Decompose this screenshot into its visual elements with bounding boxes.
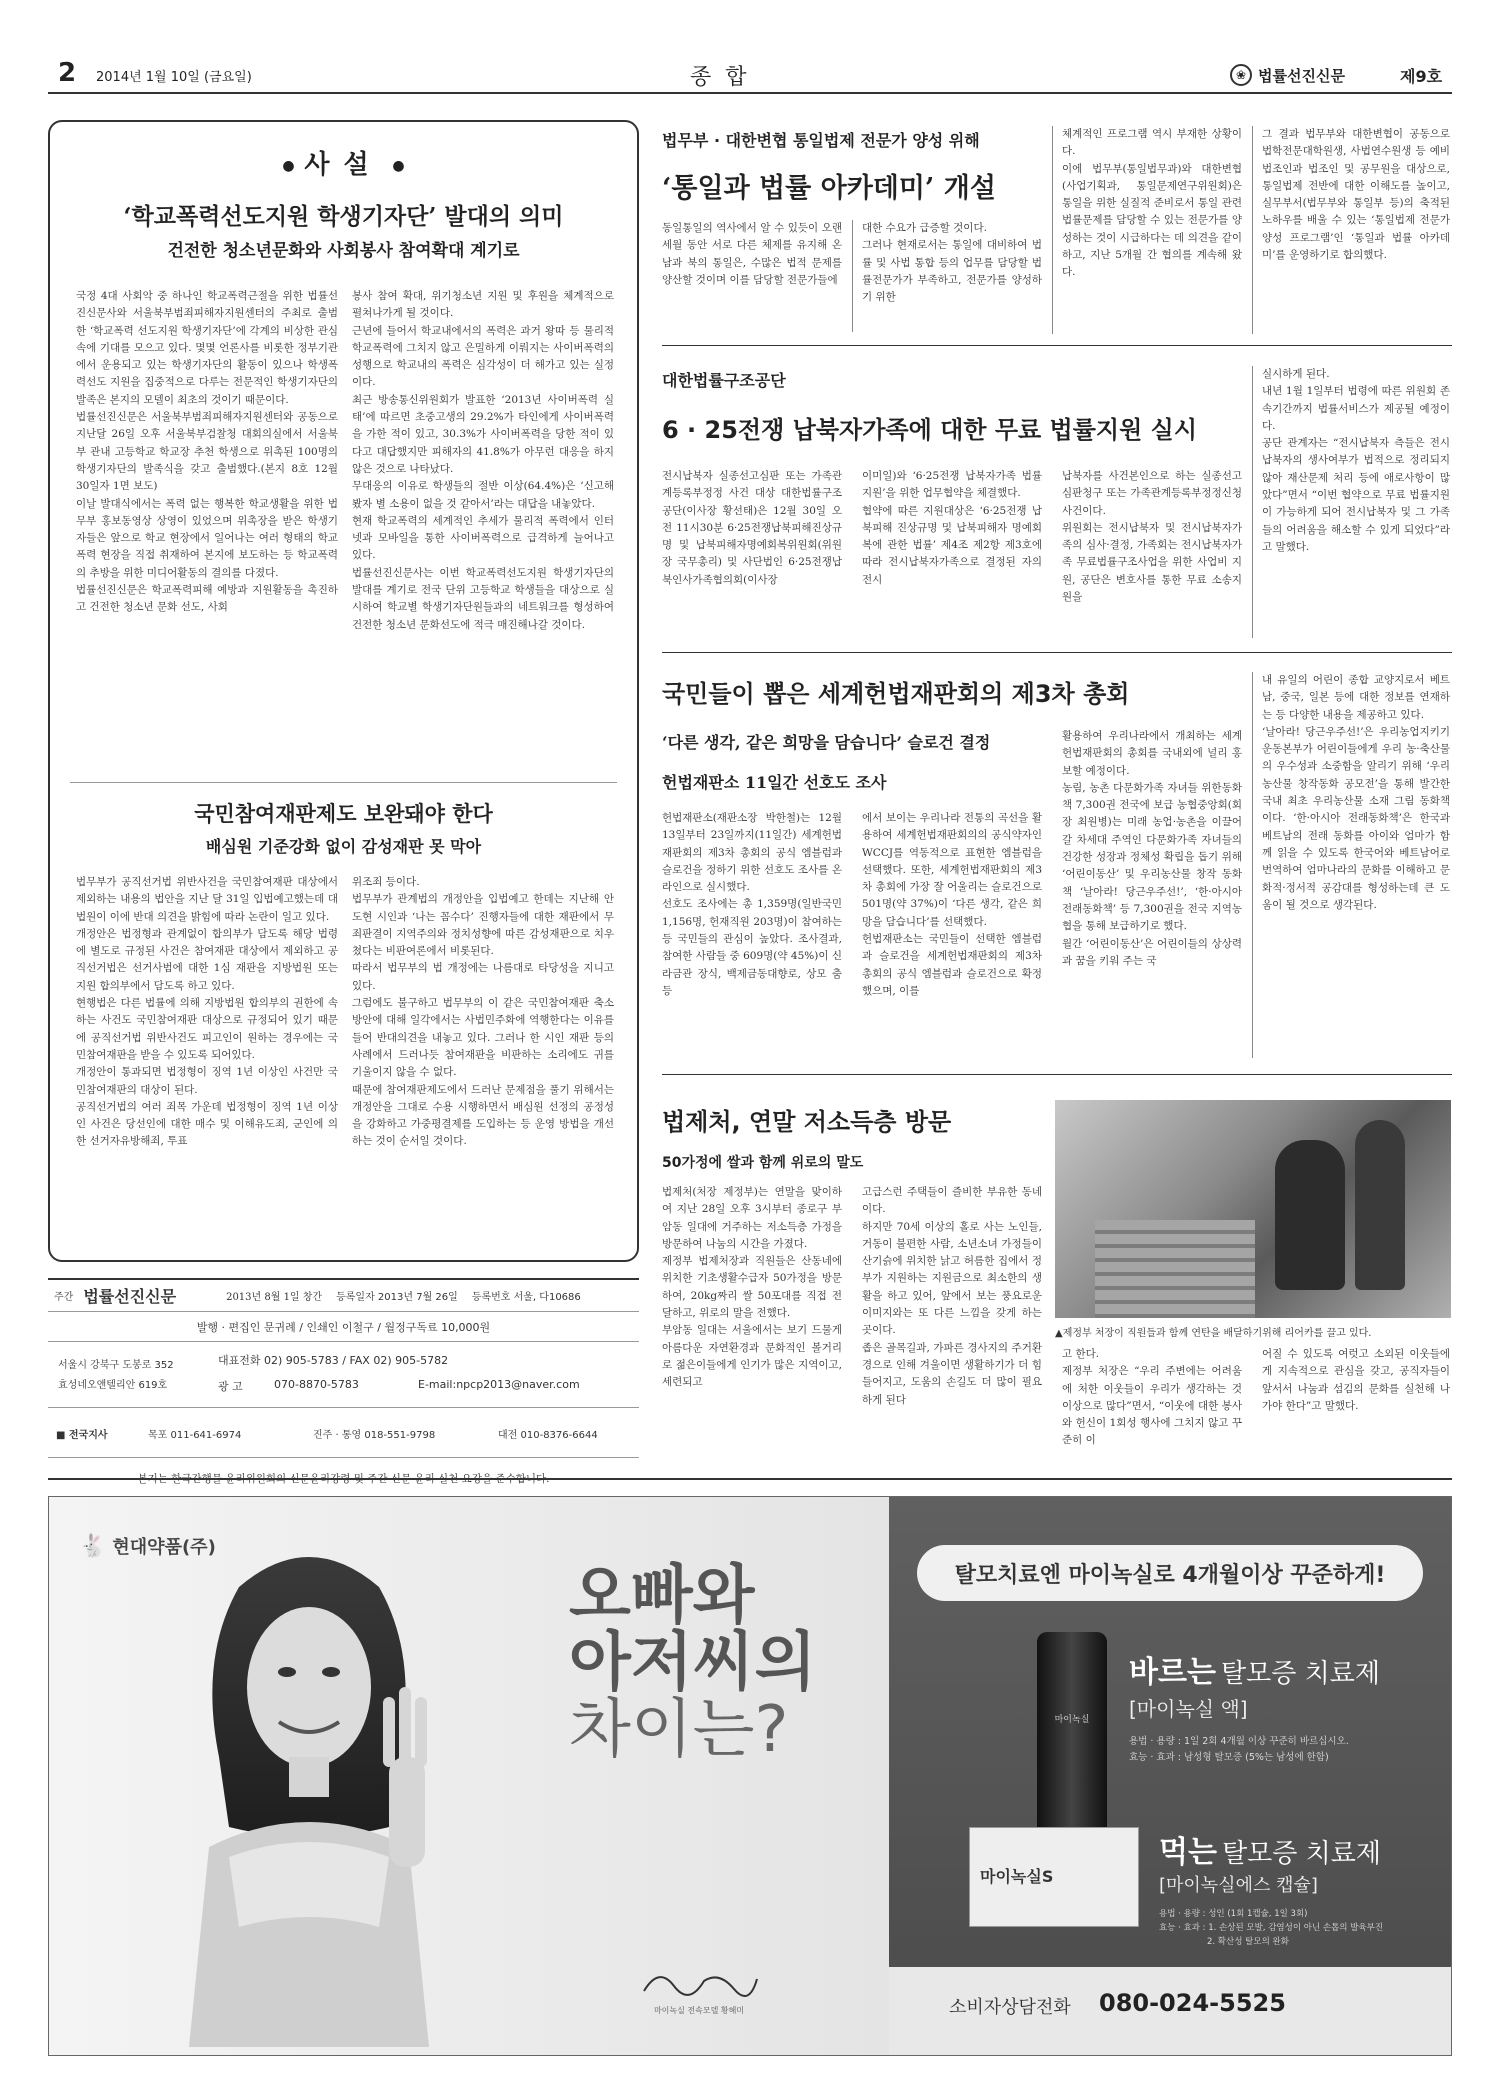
legal-aid-kicker: 대한법률구조공단 [662,371,786,390]
masthead-phone: 대표전화 02) 905-5783 / FAX 02) 905-5782 [218,1354,449,1367]
masthead [48,1278,639,1501]
legal-aid-column-2: 이미일)와 ‘6·25전쟁 납북자가족 법률지원’을 위한 업무협약을 체결했다. 협약에 따른 지원대상은 ‘6·25전쟁 납북피해 진상규명 및 납북피해자 명예회복에 관한 법률’ 제4조 제2항 제3호에 따라 전시납북자가족으로 결정된 자의 전시 [862,470,1042,586]
masthead-name: 법률선진신문 [83,1287,177,1306]
masthead-branch-2: 진주 · 통영 018-551-9798 [313,1430,436,1441]
visit-column-2: 고급스런 주택들이 즐비한 부유한 동네이다. 하지만 70세 이상의 홀로 사는 노인들, 거동이 불편한 사람, 소년소녀 가정들이 산기슭에 위치한 낡고 허름한 집에서 정부가 지원하는 지원금으로 최소한의 생활을 하고 있어, 앞에서 보는 풍요로운 이미지와는 또 다른 느낌을 갖게 하는 곳이다. 좁은 골목길과, 가파른 경사지의 주거환경으로 인해 겨울이면 생활하기가 더 힘들어지고, 도움의 손길도 더 많이 필요하게 된다 [862,1186,1042,1406]
legal-aid-column-4: 실시하게 된다. 내년 1월 1일부터 법령에 따른 위원회 존속기간까지 법률서비스가 제공될 예정이다. 공단 관계자는 “전시납북자 측들은 전시납북자의 생사여부가 법적으로 정리되지 않아 재산문제 처리 등에 애로사항이 많았다”면서 “이번 협약으로 무료 법률지원이 가능하게 되어 전시납북자 및 그 가족들의 어려움을 해소할 수 있게 되었다”라고 말했다. [1262,368,1450,553]
photo-stairs [1095,1220,1255,1318]
ad-headline [569,1559,817,1768]
masthead-ad-label: 광 고 [218,1380,243,1393]
product-2-effect-1: 효능 · 효과 : 1. 손상된 모발, 감염성이 아닌 손톱의 발육부진 [1159,1923,1384,1933]
editorial-1-column-2: 봉사 참여 확대, 위기청소년 지원 및 후원을 체계적으로 펼쳐나가게 될 것이다. 근년에 들어서 학교내에서의 폭력은 과거 왕따 등 물리적 학교폭력에 그치지 않고 은밀하게 이뤄지는 사이버폭력의 성행으로 학교내의 폭력은 심각성이 더 해가고 있는 실정이다. 최근 방송통신위원회가 발표한 ‘2013년 사이버폭력 실태’에 따르면 초중고생의 29.2%가 타인에게 사이버폭력을 가한 적이 있고, 30.3%가 사이버폭력을 당한 적이 있다고 대답했지만 피해자의 41.8%가 아무런 대응을 하지 않은 것으로 나타났다. 무대응의 이유로 학생들의 절반 이상(64.4%)은 ‘신고해봤자 별 소용이 없을 것 같아서’라는 대답을 내놓았다. 현재 학교폭력의 세계적인 추세가 물리적 폭력에서 인터넷과 모바일을 통한 사이버폭력으로 급격하게 늘어나고 있다. 법률선진신문사는 이번 학교폭력선도지원 학생기자단의 발대를 계기로 전국 단위 고등학교 학생들을 대상으로 실시하여 학교별 학생기자단원들과의 네트워크를 형성하여 건전한 청소년 문화선도에 적극 매진해나갈 것이다. [352,290,614,631]
product-bottle: 마이녹실 [1037,1632,1107,1862]
column-rule [1252,126,1253,334]
ad-banner: 탈모치료엔 마이녹실로 4개월이상 꾸준하게! [917,1545,1423,1601]
column-rule [1252,672,1253,1058]
visit-subtitle: 50가정에 쌀과 함께 위로의 말도 [662,1155,864,1171]
product-box: 마이녹실S [969,1827,1139,1927]
visit-column-3: 고 한다. 제정부 처장은 “우리 주변에는 어려움에 처한 이웃들이 우리가 생각하는 것 이상으로 많다”면서, “이웃에 대한 봉사와 헌신이 1회성 행사에 그치지 않고 꾸준히 이 [1062,1348,1242,1447]
masthead-founded: 2013년 8월 1일 창간 [226,1292,323,1303]
newspaper-name: 법률선진신문 [1258,66,1345,85]
masthead-branch-3: 대전 010-8376-6644 [498,1430,598,1441]
constitution-column-3: 활용하여 우리나라에서 개최하는 세계헌법재판회의 총회를 국내외에 널리 홍보할 예정이다. 농림, 농촌 다문화가족 자녀들 위한동화책 7,300권 전국에 보급 농협중앙회(회장 최원병)는 미래 농업·농촌을 이끌어 갈 차세대 주역인 다문화가족 자녀들의 건강한 성장과 정체성 확립을 돕기 위해 ‘어린이동산’ 및 우리농산물 창작 동화책 ‘날아라! 당근우주선!’, ‘한·아시아 전래동화책’ 등 7,300권을 전국 지역농협을 통해 보급하기로 했다. 월간 ‘어린이동산’은 어린이들의 상상력과 꿈을 키워 주는 국 [1062,730,1242,967]
section-name: 종합 [690,65,761,90]
ad-right-panel [889,1497,1451,2055]
unification-column-1: 동일통일의 역사에서 알 수 있듯이 오랜 세월 동안 서로 다른 체제를 유지해 온 남과 북의 통일은, 수많은 법적 문제를 양산할 것이며 이를 담당할 전문가들에 [662,222,842,286]
editorial-box [48,120,639,1262]
product-1-effect: 효능 · 효과 : 남성형 탈모증 (5%는 남성에 한함) [1129,1752,1329,1763]
unification-column-2: 대한 수요가 급증할 것이다. 그러나 현재로서는 통일에 대비하여 법률 및 사법 통합 등의 업무를 담당할 법률전문가가 부족하고, 전문가를 양성하기 위한 [862,222,1042,304]
ad-hotline-bar [889,1967,1451,2055]
ad-model-illustration [119,1527,499,2047]
masthead-address-2: 효성네오앤텔리안 619호 [58,1380,168,1391]
ad-top-rule [48,1478,1452,1480]
masthead-ad-phone: 070-8870-5783 [274,1378,359,1391]
rabbit-logo-icon: 🐇 [79,1533,107,1559]
visit-column-4: 어질 수 있도록 여럿고 소외된 이웃들에게 지속적으로 관심을 갖고, 공직자들이 앞서서 나눔과 섬김의 문화를 실천해 나가야 한다”고 말했다. [1262,1348,1450,1412]
visit-photo-caption: ▲제정부 처장이 직원들과 함께 연탄을 배달하기위해 리어카를 끌고 있다. [1055,1328,1372,1339]
unification-kicker: 법무부 · 대한변협 통일법제 전문가 양성 위해 [662,131,980,150]
divider-3 [662,1074,1452,1075]
editorial-2-subtitle: 배심원 기준강화 없이 감성재판 못 막아 [205,837,482,856]
masthead-registered: 등록일자 2013년 7월 26일 [336,1292,458,1303]
product-1-name: [마이녹실 액] [1129,1697,1248,1721]
legal-aid-title: 6 · 25전쟁 납북자가족에 대한 무료 법률지원 실시 [662,416,1198,444]
unification-column-3: 체계적인 프로그램 역시 부재한 상황이다. 이에 법무부(통일법무과)와 대한변협(사업기획과, 통일문제연구위원회)은 통일을 위한 실질적 준비로서 통일 관련 법률문제를 담당할 수 있는 전문가를 양성하는 것이 시급하다는 데 의견을 같이하고, 지난 5개월 간 협의를 계속해 왔다. [1062,128,1242,279]
newspaper-seal-icon: ❀ [1230,64,1252,86]
editorial-1-title: ‘학교폭력선도지원 학생기자단’ 발대의 의미 [123,203,564,230]
masthead-staff: 발행 · 편집인 문귀례 / 인쇄인 이철구 / 월정구독료 10,000원 [48,1312,639,1342]
editorial-2-column-2: 위조죄 등이다. 법무부가 관계법의 개정안을 입법예고 한데는 지난해 안도현 시인과 ‘나는 꼼수다’ 진행자들에 대한 재판에서 무죄판결이 지역주의와 정치성향에 따른 감성재판으로 치우쳤다는 비판여론에서 비롯된다. 따라서 법무부의 법 개정에는 나름대로 타당성을 지니고 있다. 그럼에도 불구하고 법무부의 이 같은 국민참여재판 축소방안에 대해 일각에서는 사법민주화에 역행한다는 이유를 들어 반대의견을 내놓고 있다. 그러나 한 시인 재판 등의 사례에서 드러나듯 참여재판을 비판하는 소리에도 귀를 기울이지 않을 수 없다. 때문에 참여재판제도에서 드러난 문제점을 풀기 위해서는 개정안을 그대로 수용 시행하면서 배심원 선정의 공정성을 강화하고 가중평결제를 도입하는 등 운영 방법을 개선하는 것이 순서일 것이다. [352,876,614,1148]
product-1-usage: 용법 · 용량 : 1일 2회 4개월 이상 꾸준히 바르십시오. [1129,1736,1349,1747]
constitution-column-4: 내 유일의 어린이 종합 교양지로서 베트남, 중국, 일본 등에 대한 정보를 연재하는 등 다양한 내용을 제공하고 있다. ‘날아라! 당근우주선!’은 우리농업지키기운동본부가 어린이들에게 우리 농·축산물의 우수성과 소중함을 알리기 위해 ‘우리농산물 창작동화 공모전’을 통해 발간한 국내 최초 우리농산물 소재 그림 동화책이다. ‘한·아시아 전래동화책’은 한국과 베트남의 전래 동화를 아이와 엄마가 함께 읽을 수 있도록 한국어와 베트남어로 번역하여 엄마나라의 문화를 이해하고 문화적·정서적 공감대를 형성하는데 큰 도움이 될 것으로 생각된다. [1262,674,1450,911]
header-rule [48,92,1452,94]
masthead-address-1: 서울시 강북구 도봉로 352 [58,1360,174,1371]
issue-number: 제9호 [1400,67,1443,86]
editorial-divider [70,782,617,783]
constitution-title: 국민들이 뽑은 세계헌법재판회의 제3차 총회 [662,680,1130,708]
editorial-2-title: 국민참여재판제도 보완돼야 한다 [194,801,493,826]
masthead-email: E-mail:npcp2013@naver.com [418,1378,580,1391]
masthead-weekly: 주간 [54,1292,74,1303]
product-2-effect-2: 2. 확산성 탈모의 완화 [1207,1937,1289,1947]
constitution-column-2: 에서 보이는 우리나라 전통의 곡선을 활용하여 세계헌법재판회의의 공식약자인 WCCJ를 역동적으로 표현한 엠블럼을 선택했다. 또한, 세계헌법재판회의 제3차 총회에 가장 잘 어울리는 슬로건으로 501명(약 37%)이 ‘다른 생각, 같은 희망을 담습니다’를 선택했다. 헌법재판소는 국민들이 선택한 엠블럼과 슬로건을 세계헌법재판회의 제3차 총회의 공식 엠블럼과 슬로건으로 확정했으며, 이를 [862,812,1042,997]
unification-title: ‘통일과 법률 아카데미’ 개설 [662,173,996,204]
visit-column-1: 법제처(처장 제정부)는 연말을 맞이하여 지난 28일 오후 3시부터 종로구 부암동 일대에 거주하는 저소득층 가정을 방문하여 나눔의 시간을 가졌다. 제정부 법제처장과 직원들은 산동네에 위치한 기초생활수급자 50가정을 방문하여, 20kg짜리 쌀 50포대를 직접 전달하고, 위로의 말을 전했다. 부암동 일대는 서울에서는 보기 드물게 아름다운 자연환경과 문화적인 볼거리로 젊은이들에게 인기가 많은 지역이고, 세련되고 [662,1186,842,1389]
editorial-1-column-1: 국정 4대 사회악 중 하나인 학교폭력근절을 위한 법률선진신문사와 서울북부범죄피해자지원센터의 주최로 출범한 ‘학교폭력 선도지원 학생기자단’에 각계의 비상한 관심속에 기대를 모으고 있다. 몇몇 언론사를 비롯한 정부기관에서 운용되고 있는 학생기자단의 활동이 있으나 학생폭력선도 지원을 집중적으로 다루는 전문적인 학생기자단의 발족은 본지의 모델이 최초의 것이기 때문이다. 법률선진신문은 서울북부범죄피해자지원센터와 공동으로 지난달 26일 오후 서울북부검찰청 대회의실에서 서울북부 관내 고등학교 학교장 추천 학생으로 위촉된 100명의 학생기자단의 발족식을 갖고 출범했다.(본지 8호 12월 30일자 1면 보도) 이날 발대식에서는 폭력 없는 행복한 학교생활을 위한 법무부 홍보동영상 상영이 있었으며 위촉장을 받은 학생기자들은 앞으로 학교 현장에서 일어나는 여러 형태의 학교폭력 현장을 직접 취재하여 본지에 보도하는 등 학교폭력의 추방을 위한 미디어활동의 결의를 다졌다. 법률선진신문은 학교폭력피해 예방과 지원활동을 촉진하고 건전한 청소년 문화 선도, 사회 [76,290,338,614]
divider-2 [662,652,1452,653]
product-2-usage: 용법 · 용량 : 성인 (1회 1캡슐, 1일 3회) [1159,1909,1308,1919]
photo-person-1 [1275,1140,1345,1290]
masthead-branch-1: 목포 011-641-6974 [148,1430,242,1441]
ad-headline-line-2: 아저씨의 [569,1626,817,1701]
editorial-1-subtitle: 건전한 청소년문화와 사회봉사 참여확대 계기로 [167,241,520,261]
legal-aid-column-3: 납북자를 사건본인으로 하는 실종선고심판청구 또는 가족관계등록부정정신청 사건이다. 위원회는 전시납북자 및 전시납북자가족의 심사·결정, 가족회는 전시납북자가족 무료법률구조사업을 위한 사업비 지원, 공단은 변호사를 통한 무료 소송지원을 [1062,470,1242,604]
column-rule [1252,366,1253,638]
visit-title: 법제처, 연말 저소득층 방문 [662,1108,952,1136]
ad-headline-line-3: 차이는? [569,1693,789,1768]
unification-column-4: 그 결과 법무부와 대한변협이 공동으로 법학전문대학원생, 사법연수원생 등 예비법조인과 법조인 및 공무원을 대상으로, 통일법제 전반에 대한 이해도를 높이고, 실무부서(법무부와 통일부 등)의 축적된 노하우를 배울 수 있는 ‘통일법제 전문가 양성 프로그램’인 ‘통일과 법률 아카데미’를 운영하기로 합의했다. [1262,128,1450,262]
column-rule [852,220,853,332]
product-2-title: 먹는 탈모증 치료제 [1159,1835,1382,1870]
editorial-badge: ● 사설 ● [282,150,405,180]
masthead-branch-label: ■ 전국지사 [56,1430,108,1441]
product-1-title: 바르는 탈모증 치료제 [1129,1655,1381,1690]
ad-headline-line-1: 오빠와 [569,1559,755,1633]
constitution-column-1: 헌법재판소(재판소장 박한철)는 12월 13일부터 23일까지(11일간) 세계헌법재판회의 제3차 총회의 공식 엠블럼과 슬로건을 정하기 위한 선호도 조사를 온라인으로 실시했다. 선호도 조사에는 총 1,359명(일반국민 1,156명, 헌재직원 203명)이 참여하는 등 국민들의 관심이 높았다. 조사결과, 참여한 사람들 중 609명(약 45%)이 신라금관 장식, 백제금동대향로, 상모 춤 등 [662,812,842,997]
newspaper-logo [1230,64,1345,86]
column-rule [1052,126,1053,334]
divider-1 [662,345,1452,346]
product-2-name: [마이녹실에스 캡슐] [1159,1875,1318,1896]
constitution-subtitle-2: 헌법재판소 11일간 선호도 조사 [662,773,887,792]
hotline-number: 080-024-5525 [1099,1989,1286,2017]
page-number: 2 [58,58,77,88]
legal-aid-column-1: 전시납북자 실종선고심판 또는 가족관계등록부정정 사건 대상 대한법률구조공단(이사장 황선태)은 12월 30일 오전 11시30분 6·25전쟁납북피해진상규명 및 납북피해자명예회복위원회(위원장 국무총리) 및 사단법인 6·25전쟁납북인사가족협의회(이사장 [662,470,842,586]
ad-left-panel [49,1497,889,2055]
constitution-subtitle: ‘다른 생각, 같은 희망을 담습니다’ 슬로건 결정 [662,733,991,752]
editorial-2-column-1: 법무부가 공직선거법 위반사건을 국민참여재판 대상에서 제외하는 내용의 법안을 지난 달 31일 입법예고했는데 대법원이 이에 반대 의견을 밝힘에 따라 논란이 일고 있다. 개정안은 법정형과 관계없이 합의부가 담도록 해당 법령에 별도로 규정된 사건은 참여재판 대상에서 제외하고 공직선거법은 선거사범에 대한 1심 재판을 지방법원 또는 지원 합의부에서 담도록 하고 있다. 현행법은 다른 법률에 의해 지방법원 합의부의 권한에 속하는 사건도 국민참여재판 대상으로 규정되어 있기 때문에 공직선거법 위반사건도 피고인이 원하는 경우에는 국민참여재판을 받을 수 있도록 되어있다. 개정안이 통과되면 법정형이 징역 1년 이상인 사건만 국민참여재판의 대상이 된다. 공직선거법의 여러 죄목 가운데 법정형이 징역 1년 이상인 사건은 당선인에 대한 매수 및 이해유도죄, 군인에 의한 선거자유방해죄, 투표 [76,876,338,1148]
ad-brand: 🐇 현대약품(주) [79,1533,216,1559]
masthead-regno: 등록번호 서울, 다10686 [471,1292,581,1303]
advertisement [48,1496,1452,2056]
photo-person-2 [1355,1120,1405,1290]
signature-icon [639,1961,759,2001]
ad-signature: 마이녹실 전속모델 황혜미 [609,1961,789,2016]
hotline-label: 소비자상담전화 [949,1997,1071,2018]
visit-photo [1055,1100,1451,1318]
issue-date: 2014년 1월 10일 (금요일) [96,70,252,85]
